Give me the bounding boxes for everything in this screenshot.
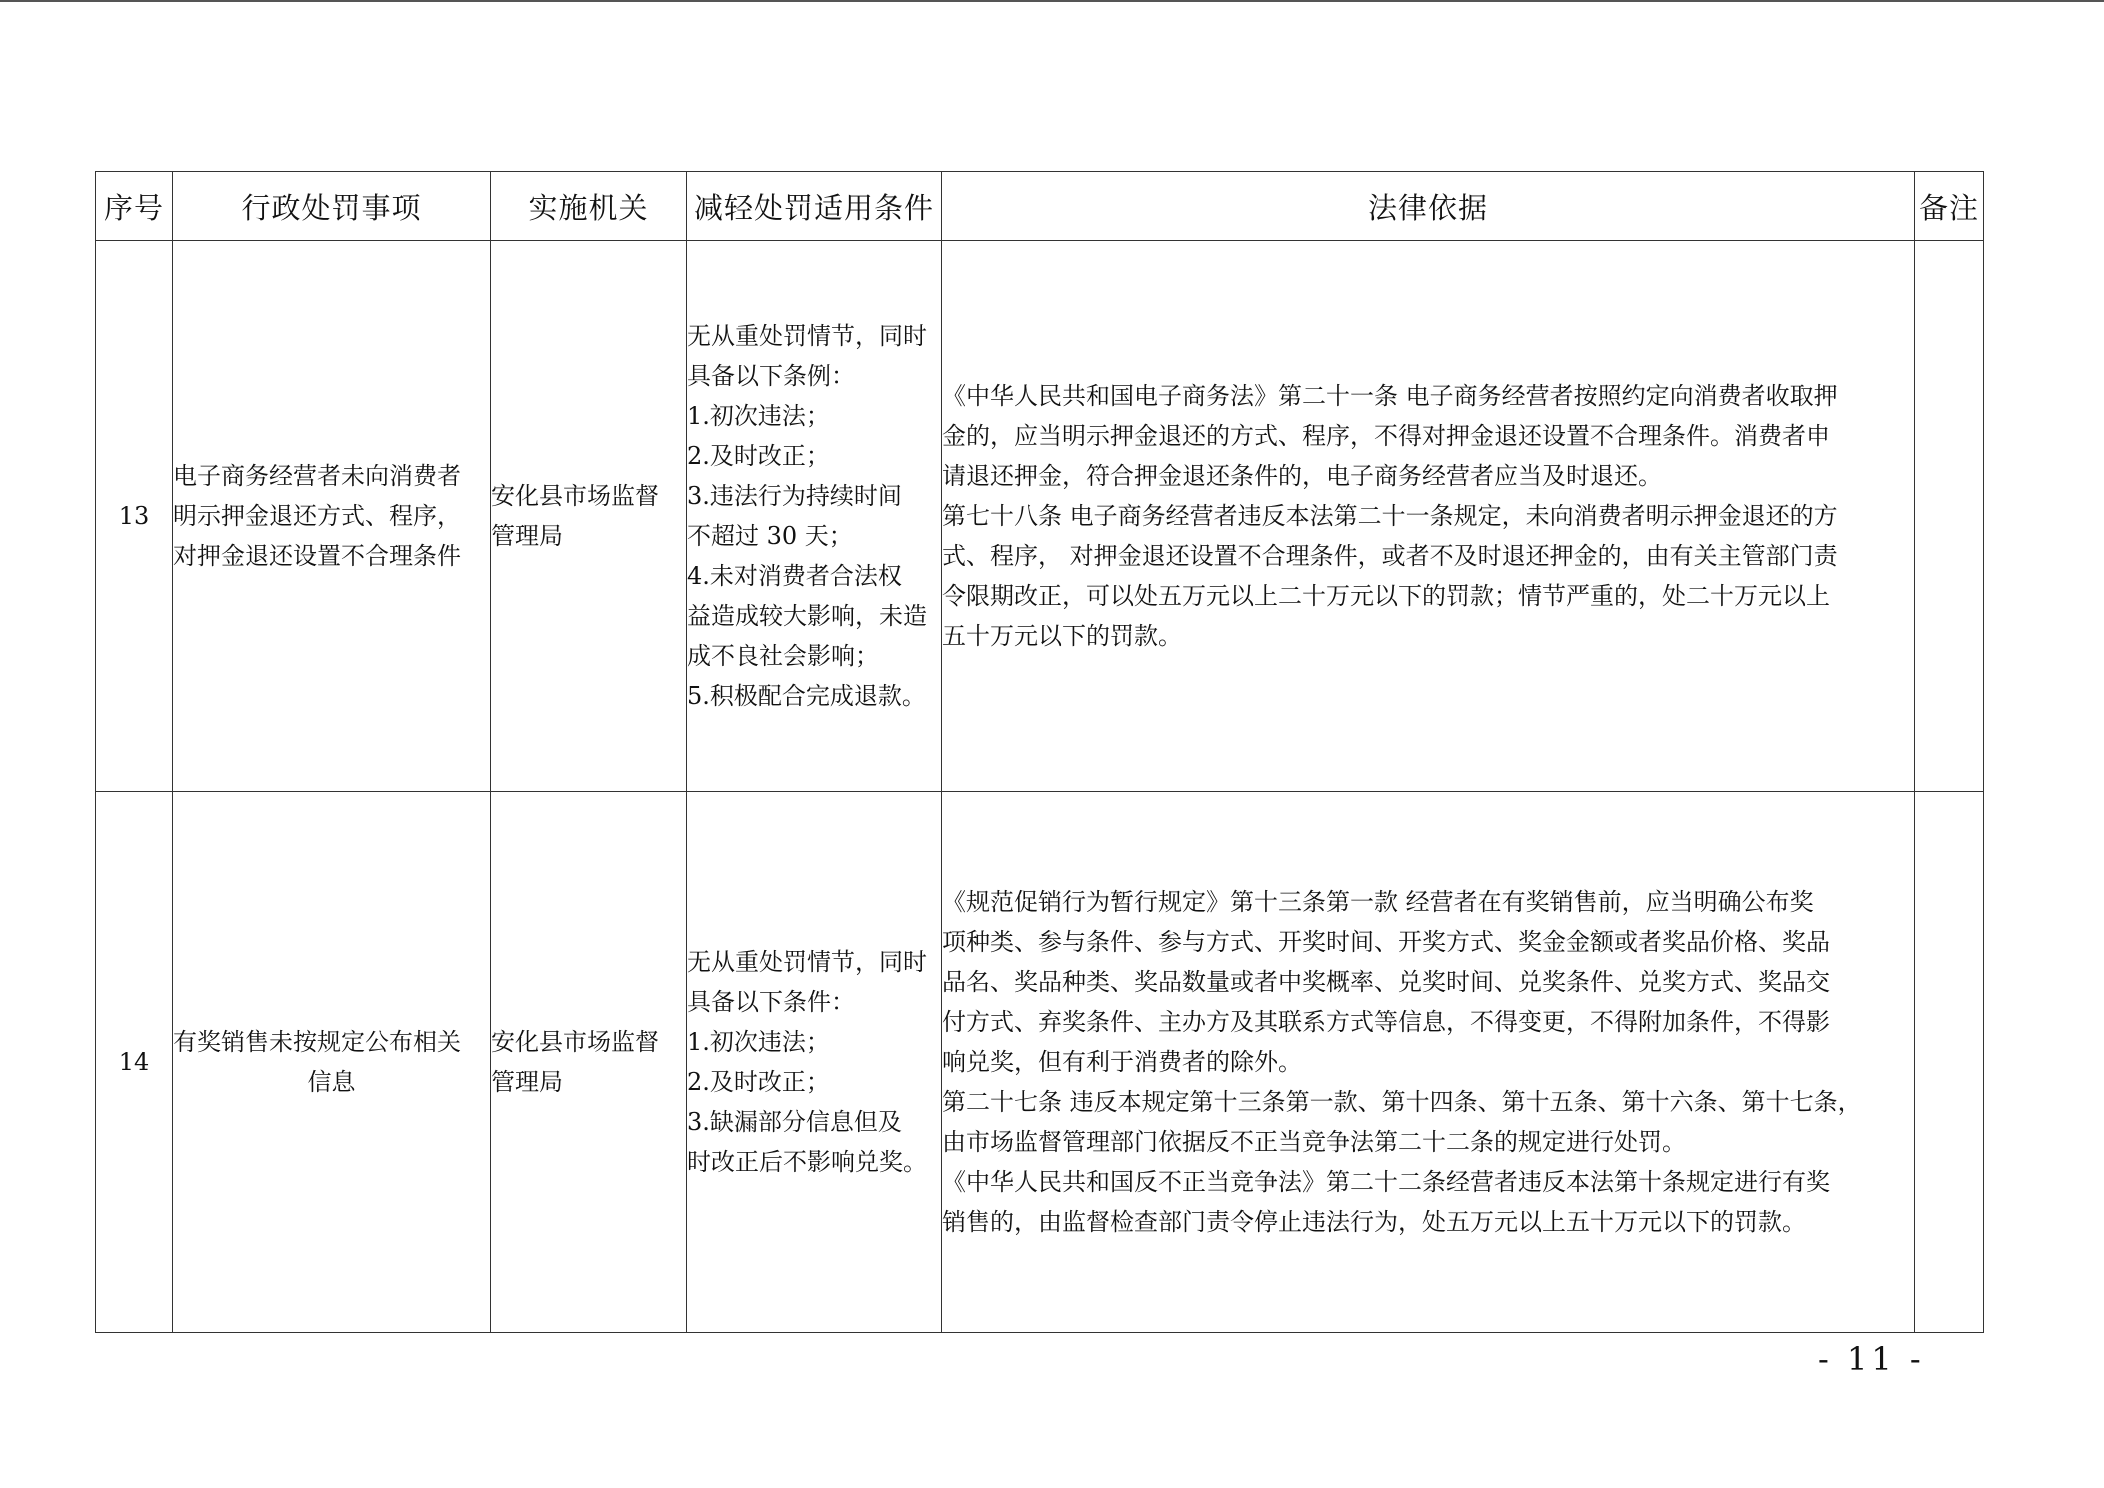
agency-line: 安化县市场监督 — [491, 1028, 659, 1056]
legal-basis-line: 式、程序， 对押金退还设置不合理条件，或者不及时退还押金的，由有关主管部门责 — [942, 542, 1838, 570]
header-remarks: 备注 — [1915, 172, 1984, 241]
condition-line: 2.及时改正； — [687, 442, 830, 470]
penalty-item-line: 电子商务经营者未向消费者 — [173, 462, 461, 490]
penalty-item-cell — [173, 792, 491, 1333]
row-index: 14 — [96, 792, 173, 1333]
top-border-line — [0, 0, 2104, 2]
penalty-table — [95, 171, 1984, 1333]
header-legal-basis: 法律依据 — [942, 172, 1915, 241]
legal-basis-cell — [942, 241, 1915, 792]
row-index: 13 — [96, 241, 173, 792]
legal-basis-line: 由市场监督管理部门依据反不正当竞争法第二十二条的规定进行处罚。 — [942, 1128, 1686, 1156]
agency-line: 管理局 — [491, 522, 563, 550]
legal-basis-line: 《中华人民共和国电子商务法》第二十一条 电子商务经营者按照约定向消费者收取押 — [942, 382, 1838, 410]
header-index: 序号 — [96, 172, 173, 241]
legal-basis-line: 《中华人民共和国反不正当竞争法》第二十二条经营者违反本法第十条规定进行有奖 — [942, 1168, 1830, 1196]
agency-cell — [491, 792, 687, 1333]
condition-line: 不超过 30 天； — [687, 522, 853, 550]
legal-basis-line: 请退还押金，符合押金退还条件的，电子商务经营者应当及时退还。 — [942, 462, 1662, 490]
penalty-item-line: 信息 — [307, 1068, 356, 1096]
table-row — [96, 241, 1984, 792]
header-penalty-item: 行政处罚事项 — [173, 172, 491, 241]
agency-cell — [491, 241, 687, 792]
condition-line: 无从重处罚情节，同时 — [687, 948, 927, 976]
agency-line: 安化县市场监督 — [491, 482, 659, 510]
condition-line: 4.未对消费者合法权 — [687, 562, 902, 590]
condition-line: 2.及时改正； — [687, 1068, 830, 1096]
legal-basis-line: 第七十八条 电子商务经营者违反本法第二十一条规定，未向消费者明示押金退还的方 — [942, 502, 1838, 530]
condition-line: 益造成较大影响，未造 — [687, 602, 927, 630]
legal-basis-line: 销售的，由监督检查部门责令停止违法行为，处五万元以上五十万元以下的罚款。 — [942, 1208, 1806, 1236]
condition-line: 3.违法行为持续时间 — [687, 482, 902, 510]
condition-line: 无从重处罚情节，同时 — [687, 322, 927, 350]
condition-line: 1.初次违法； — [687, 402, 830, 430]
header-mitigation-conditions: 减轻处罚适用条件 — [687, 172, 942, 241]
condition-line: 5.积极配合完成退款。 — [687, 682, 926, 710]
table-row — [96, 792, 1984, 1333]
legal-basis-line: 《规范促销行为暂行规定》第十三条第一款 经营者在有奖销售前，应当明确公布奖 — [942, 888, 1814, 916]
page-number: - 11 - — [1818, 1340, 1925, 1378]
legal-basis-line: 品名、奖品种类、奖品数量或者中奖概率、兑奖时间、兑奖条件、兑奖方式、奖品交 — [942, 968, 1830, 996]
header-agency: 实施机关 — [491, 172, 687, 241]
condition-line: 时改正后不影响兑奖。 — [687, 1148, 927, 1176]
condition-line: 3.缺漏部分信息但及 — [687, 1108, 902, 1136]
penalty-item-line: 有奖销售未按规定公布相关 — [173, 1028, 461, 1056]
agency-line: 管理局 — [491, 1068, 563, 1096]
legal-basis-line: 第二十七条 违反本规定第十三条第一款、第十四条、第十五条、第十六条、第十七条， — [942, 1088, 1862, 1116]
penalty-item-line: 明示押金退还方式、程序， — [173, 502, 461, 530]
conditions-cell — [687, 241, 942, 792]
legal-basis-line: 付方式、弃奖条件、主办方及其联系方式等信息，不得变更，不得附加条件，不得影 — [942, 1008, 1830, 1036]
legal-basis-line: 金的，应当明示押金退还的方式、程序，不得对押金退还设置不合理条件。消费者申 — [942, 422, 1830, 450]
legal-basis-cell — [942, 792, 1915, 1333]
legal-basis-line: 令限期改正，可以处五万元以上二十万元以下的罚款；情节严重的，处二十万元以上 — [942, 582, 1830, 610]
conditions-cell — [687, 792, 942, 1333]
remarks-cell — [1915, 792, 1984, 1333]
condition-line: 1.初次违法； — [687, 1028, 830, 1056]
table-header-row — [96, 172, 1984, 241]
condition-line: 具备以下条例： — [687, 362, 855, 390]
penalty-item-line: 对押金退还设置不合理条件 — [173, 542, 461, 570]
remarks-cell — [1915, 241, 1984, 792]
legal-basis-line: 项种类、参与条件、参与方式、开奖时间、开奖方式、奖金金额或者奖品价格、奖品 — [942, 928, 1830, 956]
condition-line: 具备以下条件： — [687, 988, 855, 1016]
condition-line: 成不良社会影响； — [687, 642, 879, 670]
penalty-item-cell — [173, 241, 491, 792]
legal-basis-line: 五十万元以下的罚款。 — [942, 622, 1182, 650]
legal-basis-line: 响兑奖，但有利于消费者的除外。 — [942, 1048, 1302, 1076]
